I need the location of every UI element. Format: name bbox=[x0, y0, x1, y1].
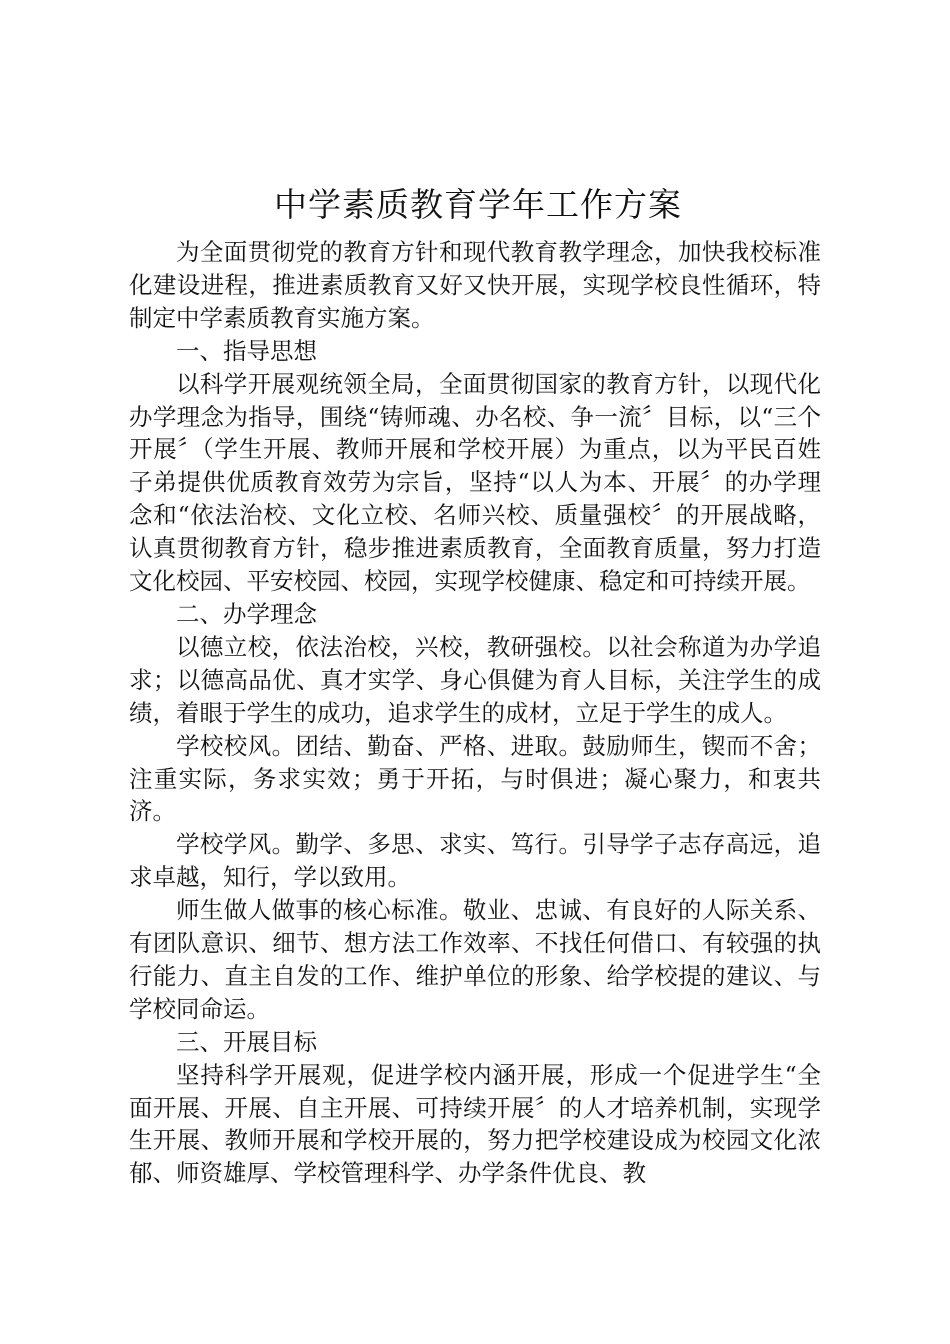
school-spirit-paragraph: 学校校风。团结、勤奋、严格、进取。鼓励师生，锲而不舍；注重实际，务求实效；勇于开拓，与时俱进；凝心聚力，和衷共济。 bbox=[129, 731, 821, 826]
section-heading-school-philosophy: 二、办学理念 bbox=[176, 599, 317, 628]
intro-paragraph: 为全面贯彻党的教育方针和现代教育教学理念，加快我校标准化建设进程，推进素质教育又好又快开展，实现学校良性循环，特制定中学素质教育实施方案。 bbox=[129, 238, 821, 332]
study-style-paragraph: 学校学风。勤学、多思、求实、笃行。引导学子志存高远，追求卓越，知行，学以致用。 bbox=[129, 830, 821, 892]
school-philosophy-paragraph: 以德立校，依法治校，兴校，教研强校。以社会称道为办学追求；以德高品优、真才实学、身心俱健为育人目标，关注学生的成绩，着眼于学生的成功，追求学生的成材，立足于学生的成人。 bbox=[129, 632, 821, 727]
development-goals-paragraph: 坚持科学开展观，促进学校内涵开展，形成一个促进学生“全面开展、开展、自主开展、可持续开展〞的人才培养机制，实现学生开展、教师开展和学校开展的，努力把学校建设成为校园文化浓郁、师资雄厚、学校管理科学、办学条件优良、教 bbox=[129, 1060, 821, 1188]
section-heading-guiding-ideology: 一、指导思想 bbox=[176, 336, 317, 365]
section-heading-development-goals: 三、开展目标 bbox=[176, 1027, 317, 1056]
guiding-ideology-paragraph: 以科学开展观统领全局，全面贯彻国家的教育方针，以现代化办学理念为指导，围绕“铸师魂、办名校、争一流〞目标，以“三个开展〞（学生开展、教师开展和学校开展）为重点，以为平民百姓子弟提供优质教育效劳为宗旨，坚持“以人为本、开展〞的办学理念和“依法治校、文化立校、名师兴校、质量强校〞的开展战略，认真贯彻教育方针，稳步推进素质教育，全面教育质量，努力打造文化校园、平安校园、校园，实现学校健康、稳定和可持续开展。 bbox=[129, 369, 821, 596]
document-title: 中学素质教育学年工作方案 bbox=[274, 185, 682, 224]
core-standards-paragraph: 师生做人做事的核心标准。敬业、忠诚、有良好的人际关系、有团队意识、细节、想方法工作效率、不找任何借口、有较强的执行能力、直主自发的工作、维护单位的形象、给学校提的建议、与学校同命运。 bbox=[129, 896, 821, 1023]
document-page bbox=[129, 182, 821, 1190]
